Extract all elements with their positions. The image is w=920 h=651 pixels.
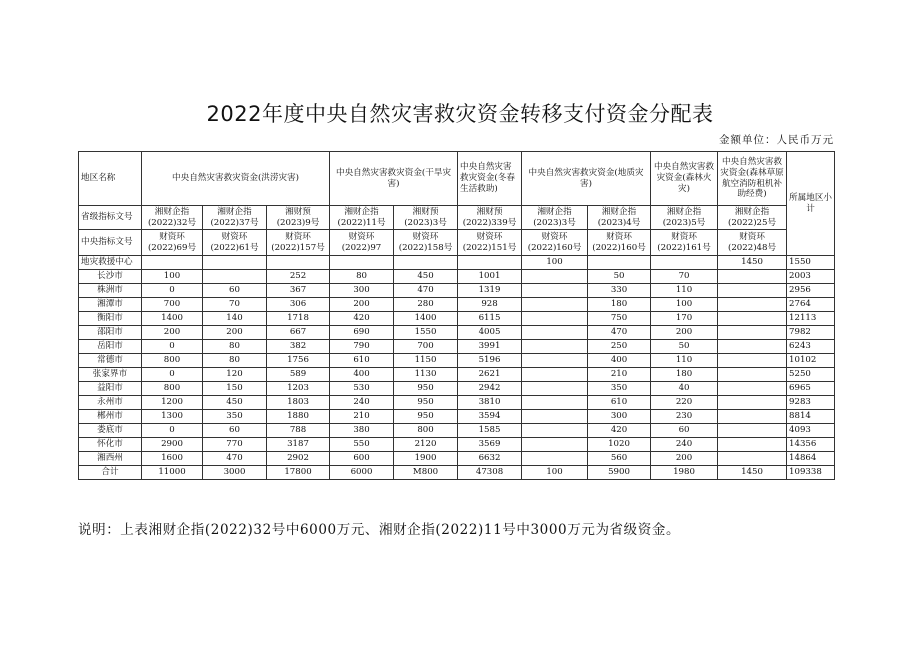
amount-cell: [267, 256, 330, 270]
amount-cell: 300: [330, 284, 394, 298]
amount-cell: 788: [267, 424, 330, 438]
amount-cell: 306: [267, 298, 330, 312]
table-row: [79, 466, 835, 480]
central-doc: 财资环(2022)97: [330, 230, 394, 256]
table-row: [79, 270, 835, 284]
subtotal-cell: 2003: [787, 270, 835, 284]
amount-cell: 300: [588, 410, 651, 424]
amount-cell: 330: [588, 284, 651, 298]
amount-cell: 450: [394, 270, 458, 284]
subtotal-cell: 2956: [787, 284, 835, 298]
amount-cell: [588, 256, 651, 270]
amount-cell: 350: [588, 382, 651, 396]
region-name: 邵阳市: [79, 326, 142, 340]
subtotal-cell: 7982: [787, 326, 835, 340]
amount-cell: [522, 410, 588, 424]
amount-cell: 667: [267, 326, 330, 340]
table-row: [79, 396, 835, 410]
amount-cell: 120: [203, 368, 267, 382]
amount-cell: [330, 256, 394, 270]
province-doc: 湘财预(2023)9号: [267, 206, 330, 230]
amount-cell: 110: [651, 284, 718, 298]
amount-cell: 2902: [267, 452, 330, 466]
table-row: [79, 452, 835, 466]
region-name: 衡阳市: [79, 312, 142, 326]
amount-cell: 170: [651, 312, 718, 326]
region-name: 湘潭市: [79, 298, 142, 312]
amount-cell: 230: [651, 410, 718, 424]
amount-cell: 589: [267, 368, 330, 382]
region-name: 长沙市: [79, 270, 142, 284]
central-doc: 财资环(2022)151号: [458, 230, 522, 256]
amount-cell: [718, 298, 787, 312]
amount-cell: 1150: [394, 354, 458, 368]
amount-cell: 50: [651, 340, 718, 354]
amount-cell: 70: [651, 270, 718, 284]
amount-cell: [718, 340, 787, 354]
amount-cell: 210: [330, 410, 394, 424]
amount-cell: 2900: [142, 438, 203, 452]
amount-cell: 470: [203, 452, 267, 466]
amount-cell: [142, 256, 203, 270]
subtotal-cell: 9283: [787, 396, 835, 410]
amount-cell: 100: [142, 270, 203, 284]
amount-cell: 800: [142, 354, 203, 368]
amount-cell: [718, 396, 787, 410]
region-name: 湘西州: [79, 452, 142, 466]
table-row: [79, 438, 835, 452]
amount-cell: 200: [203, 326, 267, 340]
amount-cell: 240: [330, 396, 394, 410]
amount-cell: 380: [330, 424, 394, 438]
amount-cell: 800: [142, 382, 203, 396]
amount-cell: 530: [330, 382, 394, 396]
amount-cell: [458, 256, 522, 270]
amount-cell: [718, 312, 787, 326]
amount-cell: 0: [142, 424, 203, 438]
page-title: 2022年度中央自然灾害救灾资金转移支付资金分配表: [206, 102, 714, 126]
amount-cell: 400: [330, 368, 394, 382]
amount-cell: 3569: [458, 438, 522, 452]
table-row: [79, 312, 835, 326]
amount-cell: 6000: [330, 466, 394, 480]
amount-cell: 80: [330, 270, 394, 284]
header-geo-group: 中央自然灾害救灾资金(地质灾害): [522, 152, 651, 206]
amount-cell: [203, 256, 267, 270]
amount-cell: 2942: [458, 382, 522, 396]
table-row: [79, 382, 835, 396]
province-doc: 湘财企指(2023)3号: [522, 206, 588, 230]
amount-cell: [522, 438, 588, 452]
amount-cell: [522, 368, 588, 382]
amount-cell: 0: [142, 340, 203, 354]
header-forest-group: 中央自然灾害救灾资金(森林火灾): [651, 152, 718, 206]
amount-cell: 220: [651, 396, 718, 410]
amount-cell: 1450: [718, 256, 787, 270]
amount-cell: 470: [588, 326, 651, 340]
amount-cell: 60: [651, 424, 718, 438]
central-doc: 财资环(2022)160号: [522, 230, 588, 256]
amount-cell: [394, 256, 458, 270]
amount-cell: 11000: [142, 466, 203, 480]
amount-cell: [522, 284, 588, 298]
amount-cell: 3000: [203, 466, 267, 480]
amount-cell: [718, 326, 787, 340]
amount-cell: M800: [394, 466, 458, 480]
amount-cell: 1880: [267, 410, 330, 424]
amount-cell: [718, 354, 787, 368]
amount-cell: 80: [203, 340, 267, 354]
table-row: [79, 284, 835, 298]
amount-cell: 3187: [267, 438, 330, 452]
amount-cell: 770: [203, 438, 267, 452]
amount-cell: 1756: [267, 354, 330, 368]
amount-cell: 560: [588, 452, 651, 466]
amount-cell: 420: [588, 424, 651, 438]
header-row-groups: [79, 152, 835, 206]
amount-cell: 3810: [458, 396, 522, 410]
amount-cell: 200: [651, 452, 718, 466]
central-doc: 财资环(2022)69号: [142, 230, 203, 256]
region-name: 合计: [79, 466, 142, 480]
amount-cell: [203, 270, 267, 284]
amount-cell: 1400: [142, 312, 203, 326]
subtotal-cell: 12113: [787, 312, 835, 326]
region-name: 常德市: [79, 354, 142, 368]
amount-cell: 1550: [394, 326, 458, 340]
region-name: 怀化市: [79, 438, 142, 452]
amount-cell: 6632: [458, 452, 522, 466]
amount-cell: 210: [588, 368, 651, 382]
province-doc: 湘财企指(2023)4号: [588, 206, 651, 230]
amount-cell: 200: [330, 298, 394, 312]
amount-cell: 1900: [394, 452, 458, 466]
amount-cell: 110: [651, 354, 718, 368]
amount-cell: 700: [394, 340, 458, 354]
amount-cell: 928: [458, 298, 522, 312]
header-flood-group: 中央自然灾害救灾资金(洪涝灾害): [142, 152, 330, 206]
amount-cell: 250: [588, 340, 651, 354]
amount-cell: 70: [203, 298, 267, 312]
amount-cell: 1020: [588, 438, 651, 452]
amount-cell: [522, 312, 588, 326]
amount-cell: [718, 410, 787, 424]
amount-unit: 金额单位：人民币万元: [719, 134, 834, 146]
amount-cell: 50: [588, 270, 651, 284]
region-name: 永州市: [79, 396, 142, 410]
amount-cell: 40: [651, 382, 718, 396]
subtotal-cell: 109338: [787, 466, 835, 480]
region-name: 岳阳市: [79, 340, 142, 354]
amount-cell: [718, 438, 787, 452]
province-doc: 湘财企指(2022)11号: [330, 206, 394, 230]
subtotal-cell: 5250: [787, 368, 835, 382]
province-doc: 湘财企指(2023)5号: [651, 206, 718, 230]
central-doc: 财资环(2022)48号: [718, 230, 787, 256]
subtotal-cell: 6243: [787, 340, 835, 354]
amount-cell: 60: [203, 284, 267, 298]
amount-cell: 252: [267, 270, 330, 284]
amount-cell: 80: [203, 354, 267, 368]
amount-cell: 382: [267, 340, 330, 354]
amount-cell: 100: [522, 256, 588, 270]
province-doc: 湘财企指(2022)25号: [718, 206, 787, 230]
amount-cell: 470: [394, 284, 458, 298]
table-row: [79, 326, 835, 340]
amount-cell: 1300: [142, 410, 203, 424]
region-name: 地灾救援中心: [79, 256, 142, 270]
subtotal-cell: 8814: [787, 410, 835, 424]
amount-cell: [651, 256, 718, 270]
table-row: [79, 424, 835, 438]
amount-cell: 0: [142, 368, 203, 382]
region-name: 郴州市: [79, 410, 142, 424]
header-drought-group: 中央自然灾害救灾资金(干旱灾害): [330, 152, 458, 206]
header-row-province-docs: [79, 206, 835, 230]
amount-cell: [522, 396, 588, 410]
amount-cell: 1803: [267, 396, 330, 410]
subtotal-cell: 14864: [787, 452, 835, 466]
amount-cell: [522, 424, 588, 438]
province-doc: 湘财企指(2022)37号: [203, 206, 267, 230]
amount-cell: 750: [588, 312, 651, 326]
amount-cell: 550: [330, 438, 394, 452]
amount-cell: 610: [588, 396, 651, 410]
province-doc-label: 省级指标文号: [79, 206, 142, 230]
amount-cell: [522, 354, 588, 368]
amount-cell: 600: [330, 452, 394, 466]
province-doc: 湘财预(2023)3号: [394, 206, 458, 230]
amount-cell: 950: [394, 382, 458, 396]
subtotal-cell: 10102: [787, 354, 835, 368]
header-region: 地区名称: [79, 152, 142, 206]
region-name: 娄底市: [79, 424, 142, 438]
amount-cell: 950: [394, 410, 458, 424]
subtotal-cell: 1550: [787, 256, 835, 270]
province-doc: 湘财预(2022)339号: [458, 206, 522, 230]
amount-cell: 690: [330, 326, 394, 340]
amount-cell: 3594: [458, 410, 522, 424]
amount-cell: 367: [267, 284, 330, 298]
allocation-table: [78, 151, 835, 480]
amount-cell: 17800: [267, 466, 330, 480]
amount-cell: 1600: [142, 452, 203, 466]
amount-cell: 1980: [651, 466, 718, 480]
amount-cell: 280: [394, 298, 458, 312]
region-name: 张家界市: [79, 368, 142, 382]
amount-cell: 180: [588, 298, 651, 312]
amount-cell: 1400: [394, 312, 458, 326]
table-row: [79, 298, 835, 312]
header-winter-group: 中央自然灾害救灾资金(冬春生活救助): [458, 152, 522, 206]
amount-cell: 5900: [588, 466, 651, 480]
amount-cell: 950: [394, 396, 458, 410]
amount-cell: 2621: [458, 368, 522, 382]
amount-cell: 450: [203, 396, 267, 410]
province-doc: 湘财企指(2022)32号: [142, 206, 203, 230]
amount-cell: 1319: [458, 284, 522, 298]
amount-cell: 350: [203, 410, 267, 424]
central-doc: 财资环(2022)158号: [394, 230, 458, 256]
amount-cell: [718, 424, 787, 438]
amount-cell: [522, 452, 588, 466]
central-doc-label: 中央指标文号: [79, 230, 142, 256]
amount-cell: [718, 452, 787, 466]
amount-cell: 0: [142, 284, 203, 298]
amount-cell: 3991: [458, 340, 522, 354]
amount-cell: [522, 340, 588, 354]
amount-cell: [522, 326, 588, 340]
amount-cell: [522, 382, 588, 396]
amount-cell: 5196: [458, 354, 522, 368]
amount-cell: 1200: [142, 396, 203, 410]
amount-cell: 610: [330, 354, 394, 368]
central-doc: 财资环(2022)160号: [588, 230, 651, 256]
amount-cell: 180: [651, 368, 718, 382]
amount-cell: [718, 284, 787, 298]
header-grassland-group: 中央自然灾害救灾资金(森林草原航空消防租机补助经费): [718, 152, 787, 206]
amount-cell: 1130: [394, 368, 458, 382]
amount-cell: 240: [651, 438, 718, 452]
amount-cell: [718, 368, 787, 382]
amount-cell: 6115: [458, 312, 522, 326]
footnote: 说明：上表湘财企指(2022)32号中6000万元、湘财企指(2022)11号中3000万元为省级资金。: [78, 522, 681, 538]
amount-cell: 1450: [718, 466, 787, 480]
amount-cell: [522, 270, 588, 284]
header-subtotal: 所属地区小计: [787, 152, 835, 256]
table-row: [79, 340, 835, 354]
subtotal-cell: 4093: [787, 424, 835, 438]
amount-cell: 4005: [458, 326, 522, 340]
amount-cell: 800: [394, 424, 458, 438]
amount-cell: 140: [203, 312, 267, 326]
amount-cell: 790: [330, 340, 394, 354]
amount-cell: 47308: [458, 466, 522, 480]
amount-cell: [718, 270, 787, 284]
amount-cell: 1203: [267, 382, 330, 396]
amount-cell: 700: [142, 298, 203, 312]
table-row: [79, 256, 835, 270]
amount-cell: 200: [651, 326, 718, 340]
region-name: 益阳市: [79, 382, 142, 396]
amount-cell: 420: [330, 312, 394, 326]
table-row: [79, 354, 835, 368]
subtotal-cell: 2764: [787, 298, 835, 312]
amount-cell: 400: [588, 354, 651, 368]
table-row: [79, 368, 835, 382]
amount-cell: 150: [203, 382, 267, 396]
subtotal-cell: 6965: [787, 382, 835, 396]
amount-cell: 100: [522, 466, 588, 480]
table-row: [79, 410, 835, 424]
subtotal-cell: 14356: [787, 438, 835, 452]
amount-cell: [718, 382, 787, 396]
region-name: 株洲市: [79, 284, 142, 298]
amount-cell: 1585: [458, 424, 522, 438]
central-doc: 财资环(2022)157号: [267, 230, 330, 256]
amount-cell: 60: [203, 424, 267, 438]
header-row-central-docs: [79, 230, 835, 256]
amount-cell: 2120: [394, 438, 458, 452]
central-doc: 财资环(2022)161号: [651, 230, 718, 256]
central-doc: 财资环(2022)61号: [203, 230, 267, 256]
amount-cell: 200: [142, 326, 203, 340]
amount-cell: 100: [651, 298, 718, 312]
amount-cell: 1718: [267, 312, 330, 326]
amount-cell: [522, 298, 588, 312]
amount-cell: 1001: [458, 270, 522, 284]
